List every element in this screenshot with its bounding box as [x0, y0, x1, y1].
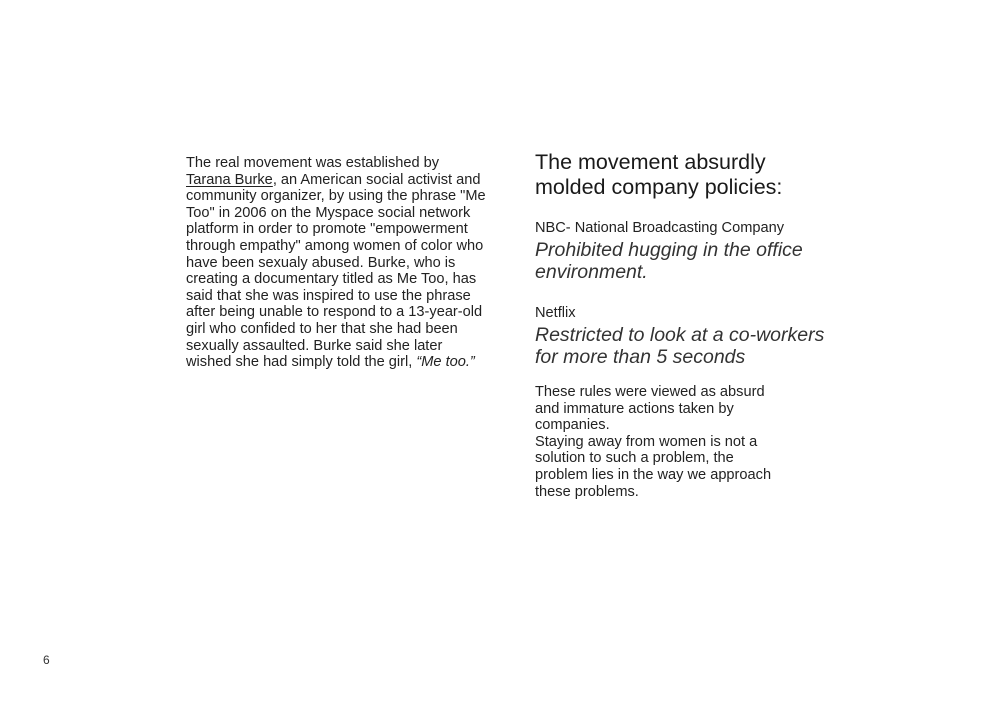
company-block-nbc — [535, 220, 835, 283]
page-number: 6 — [43, 653, 50, 667]
closing-paragraph-1: These rules were viewed as absurd and immature actions taken by companies. — [535, 384, 765, 434]
company-policy: Restricted to look at a co-workers for more than 5 seconds — [535, 324, 825, 368]
right-column — [535, 150, 835, 500]
tarana-burke-link[interactable]: Tarana Burke — [186, 171, 273, 188]
closing-paragraph-2: Staying away from women is not a solution to such a problem, the problem lies in the way we approach these problems. — [535, 433, 772, 500]
paragraph-intro: The real movement was established by — [186, 155, 440, 171]
closing-text — [535, 384, 775, 500]
company-policy: Prohibited hugging in the office environment. — [535, 239, 803, 283]
left-column — [186, 155, 486, 371]
section-heading: The movement absurdly molded company policies: — [535, 150, 783, 199]
company-block-netflix — [535, 305, 835, 368]
me-too-quote: “Me too.” — [416, 354, 475, 371]
paragraph-body: , an American social activist and community organizer, by using the phrase "Me Too" in 2006 on the Myspace social network platform in order to promote "empowerment through empathy" among women of color who have been sexualy abused. Burke, who is creating a documentary titled as Me Too, has said that she was inspired to use the phrase after being unable to respond to a 13-year-old girl who confided to her that she had been sexually assaulted. Burke said she later wished she had simply told the girl, — [186, 171, 486, 371]
burke-paragraph — [186, 155, 486, 371]
company-name: NBC- National Broadcasting Company — [535, 220, 785, 236]
company-name: Netflix — [535, 305, 576, 321]
